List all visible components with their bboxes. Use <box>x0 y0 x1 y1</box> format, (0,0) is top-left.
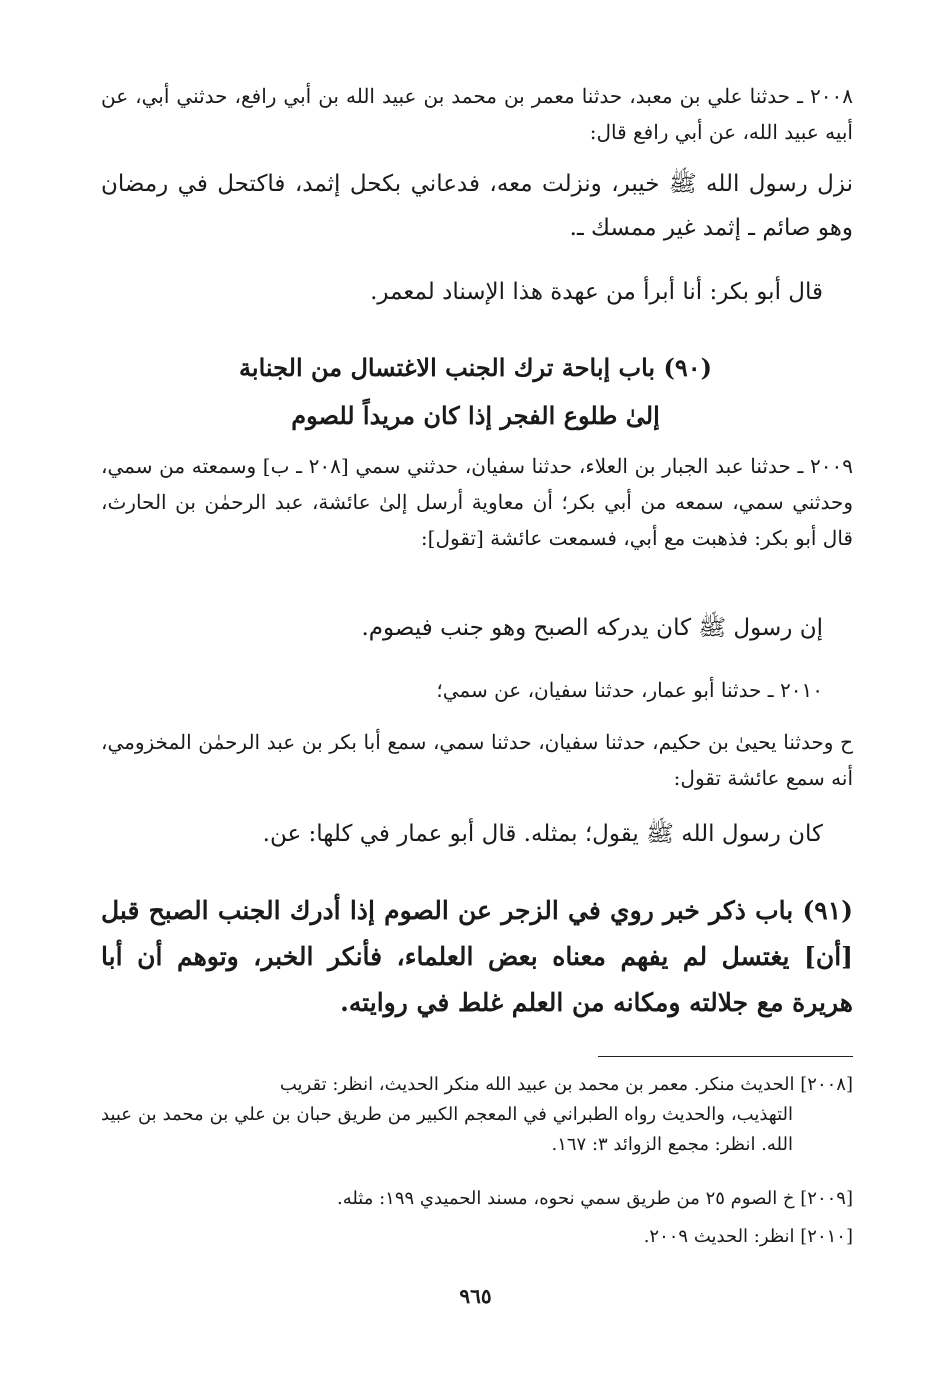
footnote-separator <box>598 1056 853 1057</box>
hadith-2010-isnad1: ٢٠١٠ ـ حدثنا أبو عمار، حدثنا سفيان، عن سمي؛ <box>436 678 823 702</box>
hadith-2008-matn: نزل رسول الله ﷺ خيبر، ونزلت معه، فدعاني بكحل إثمد، فاكتحل في رمضان وهو صائم ـ إثمد غير ممسك ـ. <box>101 171 853 241</box>
page-number: ٩٦٥ <box>459 1284 492 1308</box>
footnote-2008-line2: التهذيب، والحديث رواه الطبراني في المعجم الكبير من طريق حبان بن علي بن محمد بن عبيد الله. انظر: مجمع الزوائد ٣: ١٦٧. <box>101 1104 793 1155</box>
chapter-90-title-line2: إلىٰ طلوع الفجر إذا كان مريداً للصوم <box>291 401 660 430</box>
chapter-90-title-line1: (٩٠) باب إباحة ترك الجنب الاغتسال من الجنابة <box>239 353 712 382</box>
chapter-91-title: (٩١) باب ذكر خبر روي في الزجر عن الصوم إذا أدرك الجنب الصبح قبل [أن] يغتسل لم يفهم معناه بعض العلماء، فأنكر الخبر، وتوهم أن أبا هريرة مع جلالته ومكانه من العلم غلط في روايته. <box>101 896 854 1017</box>
footnote-2010: [٢٠١٠] انظر: الحديث ٢٠٠٩. <box>643 1226 853 1247</box>
footnote-2008 <box>101 1070 853 1160</box>
footnote-2009: [٢٠٠٩] خ الصوم ٢٥ من طريق سمي نحوه، مسند الحميدي ١٩٩: مثله. <box>336 1188 853 1209</box>
footnote-2008-line1: [٢٠٠٨] الحديث منكر. معمر بن محمد بن عبيد الله منكر الحديث، انظر: تقريب <box>279 1074 853 1095</box>
hadith-2009-matn: إن رسول ﷺ كان يدركه الصبح وهو جنب فيصوم. <box>361 615 823 641</box>
hadith-2010-isnad2: ح وحدثنا يحيىٰ بن حكيم، حدثنا سفيان، حدثنا سمي، سمع أبا بكر بن عبد الرحمٰن المخزومي، أنه سمع عائشة تقول: <box>101 730 853 790</box>
hadith-2008-comment: قال أبو بكر: أنا أبرأ من عهدة هذا الإسناد لمعمر. <box>370 279 823 305</box>
hadith-2008-isnad: ٢٠٠٨ ـ حدثنا علي بن معبد، حدثنا معمر بن محمد بن عبيد الله بن أبي رافع، حدثني أبي، عن أبيه عبيد الله، عن أبي رافع قال: <box>101 84 853 144</box>
hadith-2010-matn: كان رسول الله ﷺ يقول؛ بمثله. قال أبو عمار في كلها: عن. <box>262 821 823 847</box>
hadith-2009-isnad: ٢٠٠٩ ـ حدثنا عبد الجبار بن العلاء، حدثنا سفيان، حدثني سمي [٢٠٨ ـ ب] وسمعته من سمي، وحدثني سمي، سمعه من أبي بكر؛ أن معاوية أرسل إلىٰ عائشة، عبد الرحمٰن بن الحارث، قال أبو بكر: فذهبت مع أبي، فسمعت عائشة [تقول]: <box>101 454 853 550</box>
